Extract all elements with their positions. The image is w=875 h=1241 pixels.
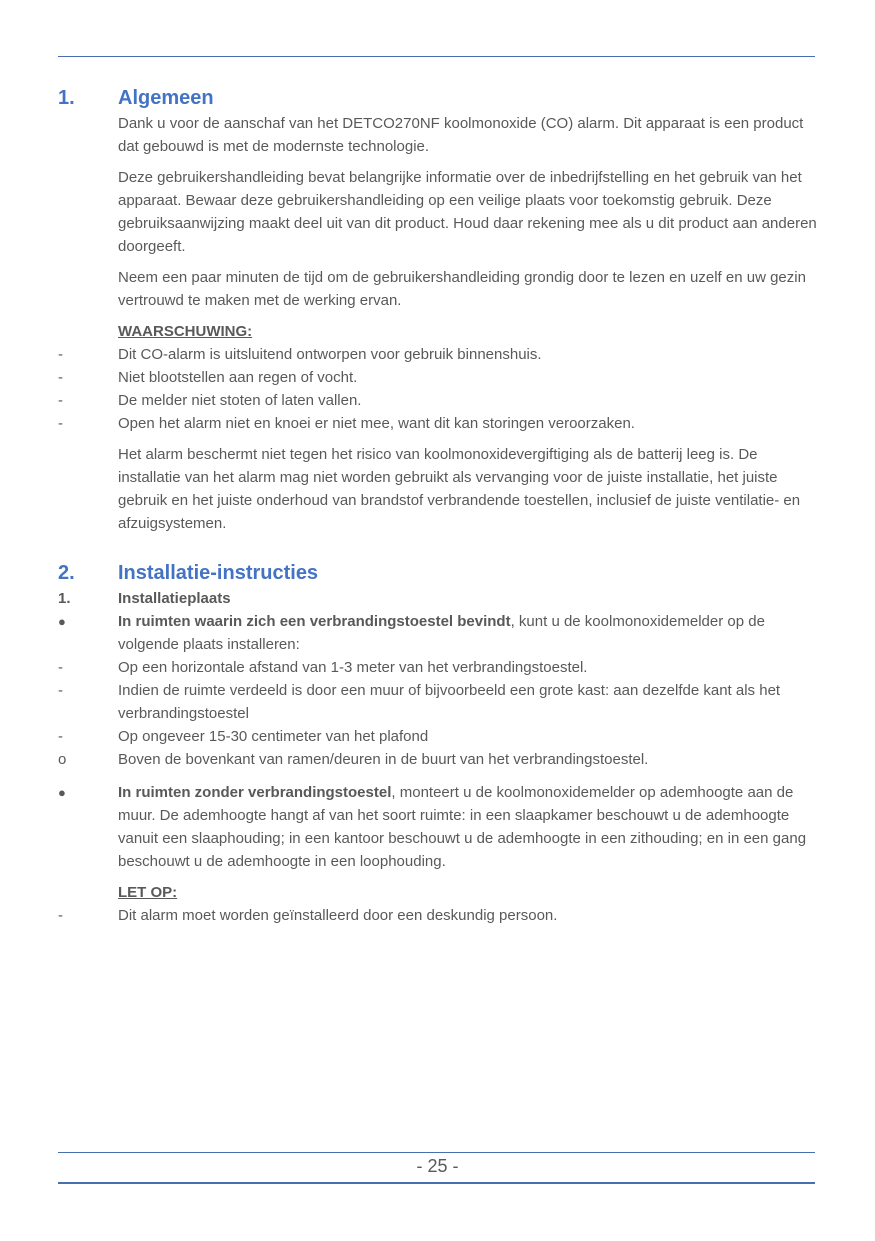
list-item-text: Op een horizontale afstand van 1-3 meter van het verbrandingstoestel. [118,659,588,676]
bullet-rest-text: , monteert u de koolmonoxidemelder op ademhoogte aan de muur. De ademhoogte hangt af van het soort ruimte: in een slaapkamer beschouwt u de ademhoogte vanuit een slaaphouding; in een kantoor beschouwt u de ademhoogte in een zithouding; en in een gang beschouwt u de ademhoogte in een loophouding. [118,784,807,870]
footer-rule-bottom [58,1182,815,1184]
bullet-bold-text: In ruimten zonder verbrandingstoestel [118,784,392,801]
dash-marker: - [58,369,63,386]
list-item-text: Op ongeveer 15-30 centimeter van het plafond [118,728,429,745]
bullet-icon: ● [58,614,66,629]
list-item-text: Indien de ruimte verdeeld is door een muur of bijvoorbeeld een grote kast: aan dezelfde kant als het verbrandingstoestel [118,682,781,722]
list-item [58,343,818,366]
subsection-title: Installatieplaats [118,590,231,607]
list-item [58,904,818,927]
paragraph: Het alarm beschermt niet tegen het risico van koolmonoxidevergiftiging als de batterij leeg is. De installatie van het alarm mag niet worden gebruikt als vervanging voor de juiste installatie, het juiste gebruik en het juiste onderhoud van brandstof verbrandende toestellen, inclusief de juiste ventilatie- en afzuigsystemen. [118,446,801,532]
bullet-rest-text: , kunt u de koolmonoxidemelder op de volgende plaats installeren: [118,613,765,653]
page-content [58,84,818,927]
list-item-text: De melder niet stoten of laten vallen. [118,392,362,409]
list-item-text: Boven de bovenkant van ramen/deuren in de buurt van het verbrandingstoestel. [118,751,649,768]
subsection-number: 1. [58,590,71,607]
list-item [58,679,818,725]
list-item-text: Open het alarm niet en knoei er niet mee, want dit kan storingen veroorzaken. [118,415,635,432]
page-number: - 25 - [416,1156,459,1176]
warning-label: WAARSCHUWING: [118,323,253,340]
list-item [58,725,818,748]
list-item-text: Niet blootstellen aan regen of vocht. [118,369,358,386]
subsection-heading [58,587,818,610]
dash-marker: - [58,392,63,409]
circle-marker: o [58,751,67,768]
list-item-text: Dit alarm moet worden geïnstalleerd door een deskundig persoon. [118,907,558,924]
bullet-icon: ● [58,785,66,800]
list-item [58,366,818,389]
dash-marker: - [58,682,63,699]
dash-marker: - [58,907,63,924]
paragraph: Dank u voor de aanschaf van het DETCO270NF koolmonoxide (CO) alarm. Dit apparaat is een product dat gebouwd is met de modernste technologie. [118,115,804,155]
section-title: Installatie-instructies [118,562,319,584]
bullet-text [118,610,818,656]
section-number: 1. [58,87,75,109]
section-2-heading [58,559,818,587]
list-item [58,748,818,771]
footer-rule [58,1152,815,1153]
bullet-item [58,781,818,873]
bullet-item [58,610,818,656]
note-label: LET OP: [118,884,178,901]
dash-marker: - [58,728,63,745]
dash-marker: - [58,659,63,676]
paragraph: Deze gebruikershandleiding bevat belangrijke informatie over de inbedrijfstelling en het gebruik van het apparaat. Bewaar deze gebruikershandleiding op een veilige plaats voor toekomstig gebruik. Deze gebruiksaanwijzing maakt deel uit van dit product. Houd daar rekening mee als u dit product aan anderen doorgeeft. [118,169,817,255]
list-item [58,412,818,435]
section-title: Algemeen [118,87,214,109]
section-1-heading [58,84,818,112]
bullet-bold-text: In ruimten waarin zich een verbrandingstoestel bevindt [118,613,511,630]
dash-marker: - [58,415,63,432]
bullet-text [118,781,818,873]
list-item-text: Dit CO-alarm is uitsluitend ontworpen voor gebruik binnenshuis. [118,346,542,363]
list-item [58,656,818,679]
list-item [58,389,818,412]
section-number: 2. [58,562,75,584]
dash-marker: - [58,346,63,363]
header-rule [58,56,815,57]
paragraph: Neem een paar minuten de tijd om de gebruikershandleiding grondig door te lezen en uzelf en uw gezin vertrouwd te maken met de werking ervan. [118,269,806,309]
